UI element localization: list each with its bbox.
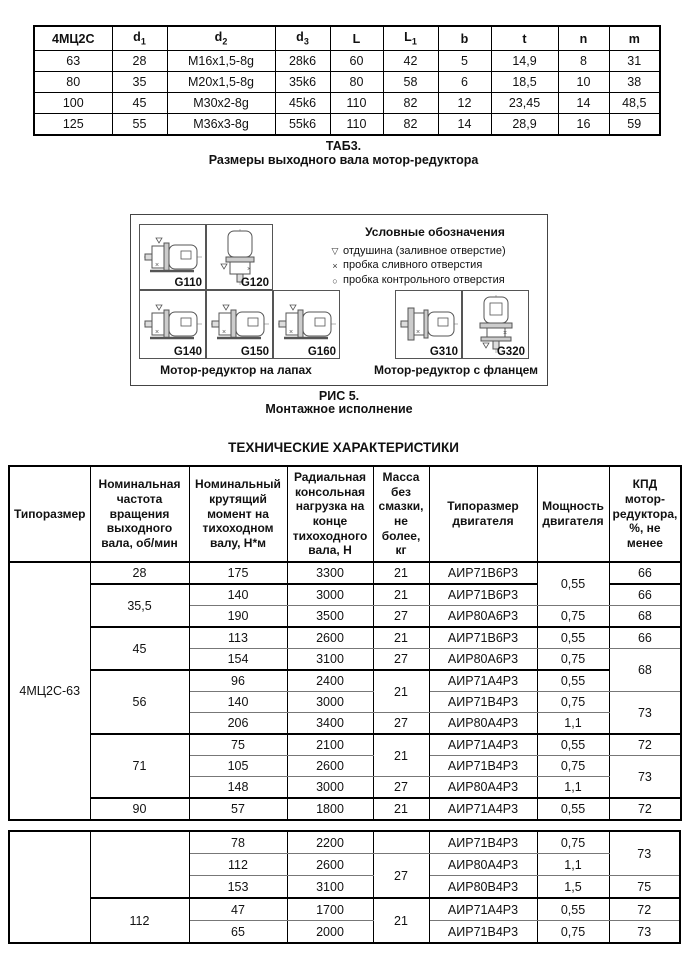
table-cell: 72 [609,898,680,921]
table-cell: 3000 [287,692,373,713]
tech-characteristics-table [8,465,682,821]
table-cell: L [330,26,383,51]
table-cell: 66 [609,584,681,606]
table-cell: 45k6 [275,93,330,114]
tab3-label: ТАБ3. [325,139,362,153]
table-cell: 12 [438,93,491,114]
mount-cell-g150 [206,290,273,359]
table-cell: 27 [373,777,429,799]
table-cell: 3100 [287,876,373,899]
legend-text: пробка контрольного отверстия [343,274,505,287]
table-cell: 66 [609,562,681,584]
table-cell: Типоразмер [9,466,90,562]
table-cell: 78 [189,831,287,854]
table-cell: 3400 [287,713,373,735]
legend-text: отдушина (заливное отверстие) [343,244,506,257]
table-cell: 14 [558,93,609,114]
table-row [9,898,680,921]
table-cell: 3000 [287,584,373,606]
table-cell: АИР80А6Р3 [429,649,537,671]
table-cell: 72 [609,734,681,756]
mount-label: G120 [240,276,269,289]
table-cell: 73 [609,756,681,799]
mount-cell-g140 [139,290,206,359]
table-cell: b [438,26,491,51]
table-cell: АИР71В6Р3 [429,584,537,606]
table-cell: 55k6 [275,114,330,136]
table-cell: АИР80А4Р3 [429,777,537,799]
table-cell: 57 [189,798,287,820]
table-cell: 6 [438,72,491,93]
table-cell: 2600 [287,854,373,876]
table-cell: m [609,26,660,51]
table-cell: 21 [373,562,429,584]
table-cell: 3000 [287,777,373,799]
legend-item [327,273,543,288]
table-cell: КПД мотор-редуктора, %, не менее [609,466,681,562]
table-cell: АИР80А4Р3 [429,854,537,876]
table-row [34,114,660,136]
table-row [9,562,681,584]
table-row [9,466,681,562]
table-cell: 148 [189,777,287,799]
breather-icon: ▽ [331,245,339,256]
table-cell: 112 [189,854,287,876]
table-cell: М36х3-8g [167,114,275,136]
table-cell: 47 [189,898,287,921]
table-cell: 90 [90,798,189,820]
figure-caption-block [130,390,548,418]
table-cell: 8 [558,51,609,72]
figure-legend [327,225,543,289]
table-cell: n [558,26,609,51]
table-cell: 45 [90,627,189,670]
table-cell: 60 [330,51,383,72]
svg-text:×: × [154,329,159,336]
table-cell: 14 [438,114,491,136]
table-cell: Мощность двигателя [537,466,609,562]
table-cell: 21 [373,734,429,777]
table-cell: Номинальная частота вращения выходного вала, об/мин [90,466,189,562]
table-cell: 0,75 [537,692,609,713]
table-cell: 21 [373,898,429,943]
table-cell: 73 [609,692,681,735]
table-cell: 110 [330,114,383,136]
table-cell: 55 [112,114,167,136]
table-cell: 35k6 [275,72,330,93]
table-cell: 2000 [287,921,373,944]
table-cell: 23,45 [491,93,558,114]
table-cell: 0,55 [537,898,609,921]
motor-drawing-icon [400,303,458,345]
svg-text:×: × [415,329,420,336]
table-cell: 4МЦ2С [34,26,112,51]
legend-text: пробка сливного отверстия [343,259,483,272]
table-cell: АИР71В4Р3 [429,692,537,713]
mount-cell-g110 [139,224,206,290]
caption-foot-mounted: Мотор-редуктор на лапах [160,362,312,377]
table-cell: 68 [609,649,681,692]
svg-text:×: × [246,265,251,273]
table-cell: 56 [90,670,189,734]
table-cell: 63 [34,51,112,72]
caption-flange-mounted: Мотор-редуктор с фланцем [373,362,539,377]
legend-item [327,258,543,273]
table-cell: 27 [373,854,429,899]
table-cell: 18,5 [491,72,558,93]
table-cell: 3500 [287,606,373,628]
table-cell: АИР71В4Р3 [429,756,537,777]
table-cell: 2600 [287,627,373,649]
table-cell: 175 [189,562,287,584]
table-cell: 105 [189,756,287,777]
table-row [9,670,681,692]
tech-characteristics-title: ТЕХНИЧЕСКИЕ ХАРАКТЕРИСТИКИ [228,440,459,455]
table-cell: 35,5 [90,584,189,627]
svg-text:×: × [288,329,293,336]
mount-label: G320 [496,345,525,358]
figure-title: Монтажное исполнение [265,402,413,417]
table-cell: 0,55 [537,670,609,692]
table-cell: 2100 [287,734,373,756]
table-cell: 21 [373,670,429,713]
table-cell: 38 [609,72,660,93]
table-cell: 82 [383,114,438,136]
table-cell: 4МЦ2С-63 [9,562,90,820]
table-cell [9,831,90,943]
table-cell: 16 [558,114,609,136]
table-cell: 0,75 [537,649,609,671]
table-cell: Типоразмер двигателя [429,466,537,562]
table-cell: 80 [330,72,383,93]
mount-cell-g120 [206,224,273,290]
table-cell: 48,5 [609,93,660,114]
table-cell: 42 [383,51,438,72]
table-cell: 0,55 [537,627,609,649]
table-cell: 21 [373,798,429,820]
table-cell: 21 [373,627,429,649]
motor-drawing-icon [475,295,517,353]
motor-drawing-icon [211,303,269,345]
table-cell: АИР71В4Р3 [429,921,537,944]
table-cell: 1,1 [537,854,609,876]
mount-label: G110 [174,276,202,289]
table-cell: 71 [90,734,189,798]
table-cell: 3100 [287,649,373,671]
mount-label: G310 [429,345,458,358]
table-cell: 45 [112,93,167,114]
mount-label: G150 [240,345,269,358]
table-cell: 153 [189,876,287,899]
table-cell [90,831,189,898]
table-cell: 27 [373,606,429,628]
table-cell: 72 [609,798,681,820]
document-page [0,25,687,964]
control-plug-icon: ○ [332,275,338,286]
table-cell: 1700 [287,898,373,921]
table-cell: 27 [373,713,429,735]
table-cell: Радиальная консольная нагрузка на конце тихоходного вала, Н [287,466,373,562]
table-row [34,72,660,93]
table-cell: $d_1$ [112,26,167,51]
tech-characteristics-table-continued [8,830,681,944]
table-row [34,51,660,72]
table-cell: АИР71А4Р3 [429,898,537,921]
mounting-figure [130,214,548,386]
table-cell: М30х2-8g [167,93,275,114]
table-cell: 2200 [287,831,373,854]
table-row [34,93,660,114]
table-cell: 0,75 [537,831,609,854]
table-cell: 206 [189,713,287,735]
table-row [34,26,660,51]
table-cell: 0,75 [537,606,609,628]
table-cell [373,831,429,854]
table-cell: 5 [438,51,491,72]
table-cell: 58 [383,72,438,93]
table-cell: 0,55 [537,734,609,756]
svg-text:×: × [154,261,159,269]
table-cell: АИР80А6Р3 [429,606,537,628]
table-cell: 59 [609,114,660,136]
table-cell: 1,1 [537,713,609,735]
table-cell: 1800 [287,798,373,820]
mount-label: G140 [173,345,202,358]
table-cell: АИР71А4Р3 [429,798,537,820]
table-cell: 82 [383,93,438,114]
table-cell: 68 [609,606,681,628]
table-cell: 28,9 [491,114,558,136]
table-cell: t [491,26,558,51]
table-cell: $d_3$ [275,26,330,51]
table-cell: 28 [112,51,167,72]
table-cell: 1,1 [537,777,609,799]
table-cell: М20х1,5-8g [167,72,275,93]
table-cell: Масса без смазки, не более, кг [373,466,429,562]
table-cell: 190 [189,606,287,628]
table-row [9,734,681,756]
table-cell: АИР71В6Р3 [429,562,537,584]
table-cell: 125 [34,114,112,136]
table-cell: АИР71А4Р3 [429,670,537,692]
table-cell: 140 [189,692,287,713]
figure-number: РИС 5. [318,388,360,403]
table-cell: 27 [373,649,429,671]
output-shaft-dimensions-table [33,25,661,136]
table-cell: $d_2$ [167,26,275,51]
table-cell: 28k6 [275,51,330,72]
motor-drawing-icon [278,303,336,345]
table-row [9,627,681,649]
svg-text:×: × [502,330,507,337]
table-cell: 3300 [287,562,373,584]
table-cell: 1,5 [537,876,609,899]
legend-item [327,244,543,259]
svg-text:×: × [221,329,226,336]
table-cell: АИР71В6Р3 [429,627,537,649]
table-cell: 73 [609,831,680,876]
table-cell: АИР71В4Р3 [429,831,537,854]
table-cell: 154 [189,649,287,671]
table-cell: 0,75 [537,921,609,944]
table-row [9,831,680,854]
drain-plug-icon: × [332,260,338,271]
table-cell: 14,9 [491,51,558,72]
table-cell: 75 [609,876,680,899]
table-cell: 28 [90,562,189,584]
table-cell: 96 [189,670,287,692]
table-cell: 75 [189,734,287,756]
tab3-caption: Размеры выходного вала мотор-редуктора [208,152,479,167]
table-cell: $L_1$ [383,26,438,51]
table-cell: 100 [34,93,112,114]
table-cell: 31 [609,51,660,72]
table-row [9,798,681,820]
table-cell: 0,75 [537,756,609,777]
table-cell: Номинальный крутящий момент на тихоходном валу, Н*м [189,466,287,562]
table-cell: 140 [189,584,287,606]
legend-title: Условные обозначения [365,224,505,239]
mount-cell-g320 [462,290,529,359]
table-cell: М16х1,5-8g [167,51,275,72]
motor-drawing-icon [144,236,202,278]
table-cell: 110 [330,93,383,114]
table-cell: 66 [609,627,681,649]
table-cell: АИР71А4Р3 [429,734,537,756]
mount-cell-g160 [273,290,340,359]
mount-cell-g310 [395,290,462,359]
table-cell: 21 [373,584,429,606]
table-cell: 0,55 [537,798,609,820]
table-cell: 2600 [287,756,373,777]
table-cell: 0,55 [537,562,609,606]
table-cell: 35 [112,72,167,93]
table-cell: 10 [558,72,609,93]
table-cell: 65 [189,921,287,944]
table-cell: 73 [609,921,680,944]
table-cell: 113 [189,627,287,649]
table-cell: 80 [34,72,112,93]
table-cell: 2400 [287,670,373,692]
table-cell: 112 [90,898,189,943]
motor-drawing-icon [144,303,202,345]
table-cell: АИР80А4Р3 [429,713,537,735]
table-cell: АИР80В4Р3 [429,876,537,899]
mount-label: G160 [307,345,336,358]
